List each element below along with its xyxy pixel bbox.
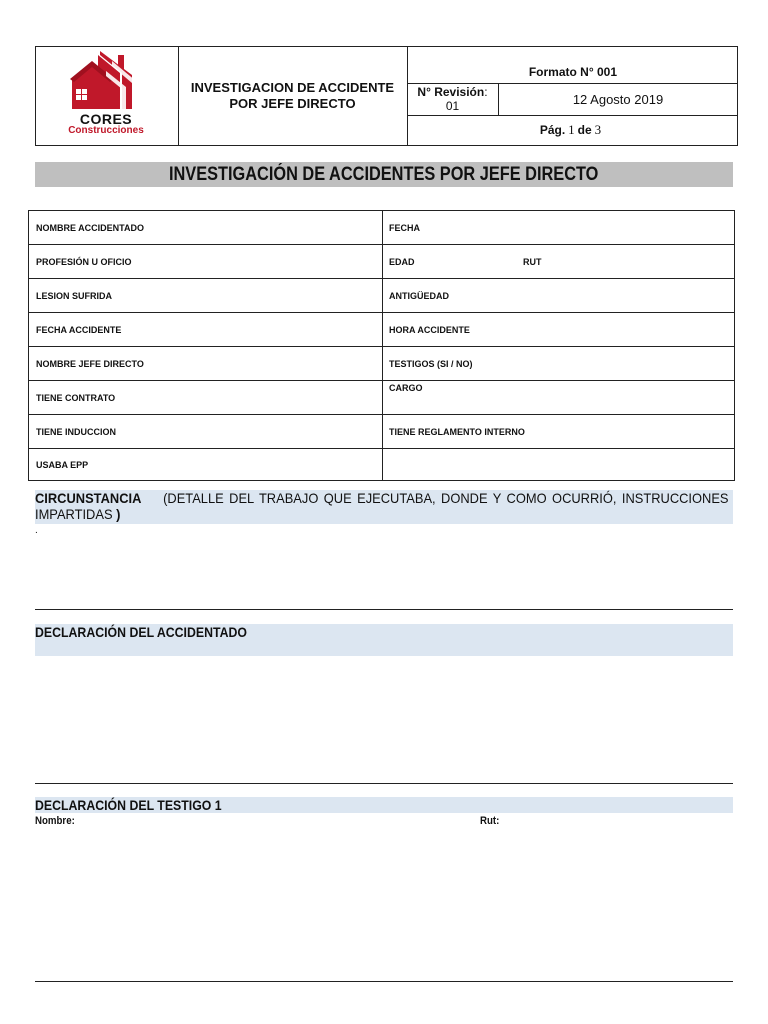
table-row (29, 211, 734, 245)
circunstancia-section (35, 490, 733, 524)
declaracion-accidentado-label: DECLARACIÓN DEL ACCIDENTADO (35, 624, 247, 640)
field-fecha-accidente: FECHA ACCIDENTE (29, 313, 383, 346)
header-meta (407, 47, 737, 145)
field-cargo: CARGO (389, 383, 423, 393)
divider (35, 981, 733, 982)
testigo-nombre-label: Nombre: (35, 815, 75, 827)
page-total: 3 (594, 122, 602, 137)
field-jefe-directo: NOMBRE JEFE DIRECTO (29, 347, 383, 380)
revision-label: N° Revisión (417, 85, 485, 99)
page-indicator (407, 115, 737, 145)
page-current: 1 (568, 122, 575, 137)
table-row (29, 313, 734, 347)
field-fecha: FECHA (389, 222, 420, 233)
field-contrato: TIENE CONTRATO (29, 381, 383, 414)
table-row (29, 347, 734, 381)
page-title (35, 162, 733, 187)
field-lesion: LESION SUFRIDA (29, 279, 383, 312)
field-empty (383, 449, 734, 480)
field-edad: EDAD (389, 256, 415, 267)
page-title-text: INVESTIGACIÓN DE ACCIDENTES POR JEFE DIRECTO (169, 164, 599, 185)
header-title-line2: POR JEFE DIRECTO (229, 96, 356, 111)
table-row (29, 449, 734, 480)
field-profesion: PROFESIÓN U OFICIO (29, 245, 383, 278)
header-date: 12 Agosto 2019 (572, 92, 664, 107)
field-testigos: TESTIGOS (SI / NO) (389, 358, 473, 369)
logo-name: CORES (79, 111, 133, 127)
field-antiguedad: ANTIGÜEDAD (389, 290, 449, 301)
header-title (178, 47, 408, 145)
company-logo (50, 49, 162, 141)
circunstancia-label: CIRCUNSTANCIA (35, 490, 142, 506)
field-hora-accidente: HORA ACCIDENTE (389, 324, 470, 335)
page-of: de (577, 123, 592, 137)
page-label: Pág. (539, 123, 566, 137)
declaracion-testigo-label: DECLARACIÓN DEL TESTIGO 1 (35, 797, 222, 813)
declaracion-testigo-section (35, 797, 733, 813)
logo-subtitle: Construcciones (68, 125, 144, 136)
circunstancia-dot: . (35, 525, 38, 536)
field-reglamento: TIENE REGLAMENTO INTERNO (389, 426, 525, 437)
table-row (29, 381, 734, 415)
divider (35, 609, 733, 610)
formato-label: Formato N° 001 (407, 47, 737, 84)
field-edad-cell (383, 245, 734, 278)
house-logo-icon (50, 49, 162, 113)
divider (35, 783, 733, 784)
testigo-rut-label: Rut: (480, 815, 500, 827)
logo-cell (36, 47, 179, 145)
field-epp: USABA EPP (29, 449, 383, 480)
revision-value: 01 (445, 99, 460, 113)
field-nombre-accidentado: NOMBRE ACCIDENTADO (29, 211, 383, 244)
field-induccion: TIENE INDUCCION (29, 415, 383, 448)
field-rut: RUT (523, 256, 542, 267)
table-row (29, 245, 734, 279)
circunstancia-detail: (DETALLE DEL TRABAJO QUE EJECUTABA, DONDE Y COMO OCURRIÓ, INSTRUCCIONES IMPARTIDAS (35, 490, 729, 522)
revision-row (407, 84, 737, 116)
revision-colon: : (484, 85, 488, 99)
document-header (35, 46, 738, 146)
accident-info-table (28, 210, 735, 481)
table-row (29, 279, 734, 313)
revision-cell (407, 84, 499, 115)
table-row (29, 415, 734, 449)
declaracion-accidentado-section (35, 624, 733, 656)
header-title-line1: INVESTIGACION DE ACCIDENTE (190, 80, 395, 95)
circunstancia-close: ) (116, 506, 121, 522)
